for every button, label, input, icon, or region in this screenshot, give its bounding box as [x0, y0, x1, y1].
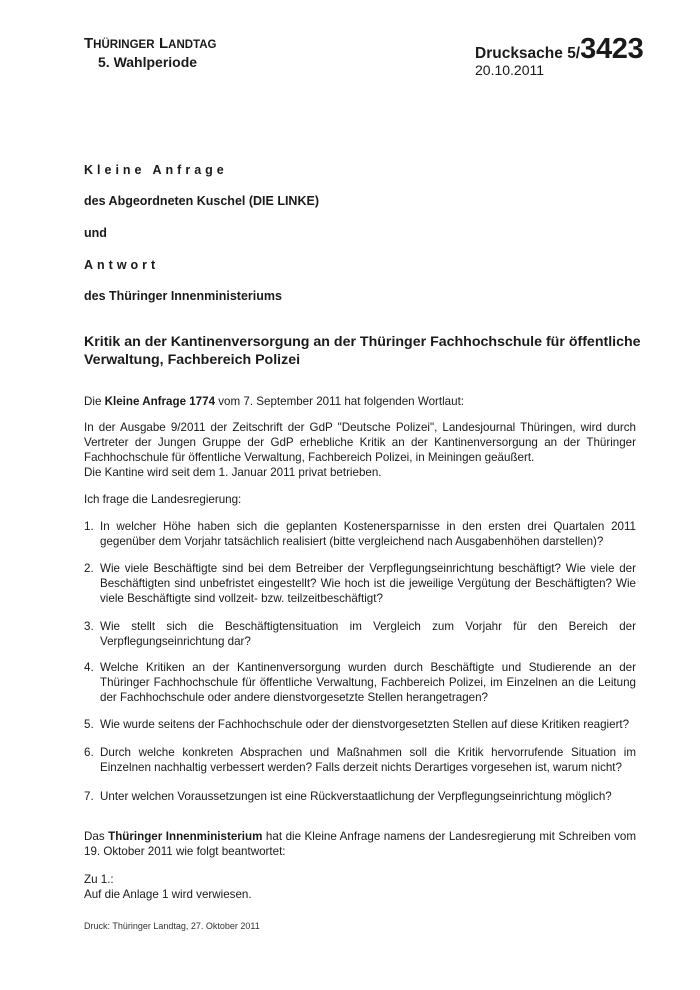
und-line: und [84, 226, 107, 240]
paragraph-1: In der Ausgabe 9/2011 der Zeitschrift der GdP "Deutsche Polizei", Landesjournal Thüringen, wird durch Vertreter der Jungen Gruppe der GdP erhebliche Kritik an der Kantinenversorgung an der Thüringer Fachhochschule für öffentliche Verwaltung, Fachbereich Polizei, in Meiningen geäußert. [84, 421, 636, 464]
question-number: 6. [84, 746, 94, 759]
kleine-anfrage-heading: Kleine Anfrage [84, 163, 228, 177]
answer-1-label: Zu 1.: [84, 873, 114, 886]
question-number: 3. [84, 620, 94, 633]
landtag-letter-t: T [84, 35, 94, 52]
question-number: 7. [84, 790, 94, 803]
question-text: Welche Kritiken an der Kantinenversorgung wurden durch Beschäftigte und Studierende an der Thüringer Fachhochschule für öffentliche Verwaltung, Fachbereich Polizei, im Einzelnen an die Leitung der Fachhochschule oder andere dienstvorgesetzte Stellen herangetragen? [100, 661, 636, 704]
antwort-heading: Antwort [84, 258, 160, 272]
wahlperiode: 5. Wahlperiode [98, 54, 198, 70]
question-intro-bold: Kleine Anfrage 1774 [104, 395, 216, 408]
question-text: Wie wurde seitens der Fachhochschule oder der dienstvorgesetzten Stellen auf diese Kritiken reagiert? [100, 718, 630, 731]
question-number: 2. [84, 562, 94, 575]
landtag-word-rest-1: HÜRINGER [93, 39, 155, 51]
drucksache-number: 3423 [580, 33, 644, 65]
paragraph-2: Die Kantine wird seit dem 1. Januar 2011 privat betrieben. [84, 466, 382, 479]
ask-line: Ich frage die Landesregierung: [84, 493, 242, 506]
drucksache-date: 20.10.2011 [475, 62, 545, 78]
ministerium-line: des Thüringer Innenministeriums [84, 289, 282, 303]
answer-intro-bold: Thüringer Innenministerium [108, 830, 263, 843]
question-number: 5. [84, 718, 94, 731]
question-text: Wie viele Beschäftigte sind bei dem Betreiber der Verpflegungseinrichtung beschäftigt? Wie viele der Beschäftigten sind unbefristet eingestellt? Wie hoch ist die jeweilige Vergütung der Beschäftigten? Wie viele Beschäftigte sind vollzeit- bzw. teilzeitbeschäftigt? [100, 562, 636, 605]
question-number: 1. [84, 520, 94, 533]
answer-intro [84, 829, 636, 859]
question-number: 4. [84, 661, 94, 674]
answer-intro-post: hat die Kleine Anfrage namens der Landesregierung mit Schreiben vom 19. Oktober 2011 wie folgt beantwortet: [84, 830, 636, 858]
question-text: Wie stellt sich die Beschäftigtensituation im Vergleich zum Vorjahr für den Bereich der Verpflegungseinrichtung dar? [100, 620, 636, 648]
document-title: Kritik an der Kantinenversorgung an der Thüringer Fachhochschule für öffentliche Verwaltung, Fachbereich Polizei [84, 334, 641, 368]
question-text: Unter welchen Voraussetzungen ist eine Rückverstaatlichung der Verpflegungseinrichtung möglich? [100, 790, 612, 803]
question-intro-post: vom 7. September 2011 hat folgenden Wortlaut: [215, 395, 465, 408]
drucksache-label: Drucksache 5/ [475, 45, 581, 62]
question-text: Durch welche konkreten Absprachen und Maßnahmen soll die Kritik hervorrufende Situation im Einzelnen nachhaltig verbessert werden? Falls derzeit nichts Derartiges vorgesehen ist, warum nicht? [100, 746, 636, 774]
print-footer: Druck: Thüringer Landtag, 27. Oktober 2011 [84, 921, 260, 931]
landtag-name [84, 36, 216, 53]
landtag-letter-l: L [158, 35, 169, 52]
question-text: In welcher Höhe haben sich die geplanten Kostenersparnisse in den ersten drei Quartalen 2011 gegenüber dem Vorjahr tatsächlich realisiert (bitte vergleichend nach Ausgabenhöhen darstellen)? [100, 520, 636, 548]
answer-intro-pre: Das [84, 830, 109, 843]
landtag-word-rest-2: ANDTAG [168, 39, 217, 51]
question-intro [84, 394, 636, 409]
abgeordneter-line: des Abgeordneten Kuschel (DIE LINKE) [84, 194, 319, 208]
question-intro-pre: Die [84, 395, 105, 408]
answer-1-text: Auf die Anlage 1 wird verwiesen. [84, 888, 252, 901]
